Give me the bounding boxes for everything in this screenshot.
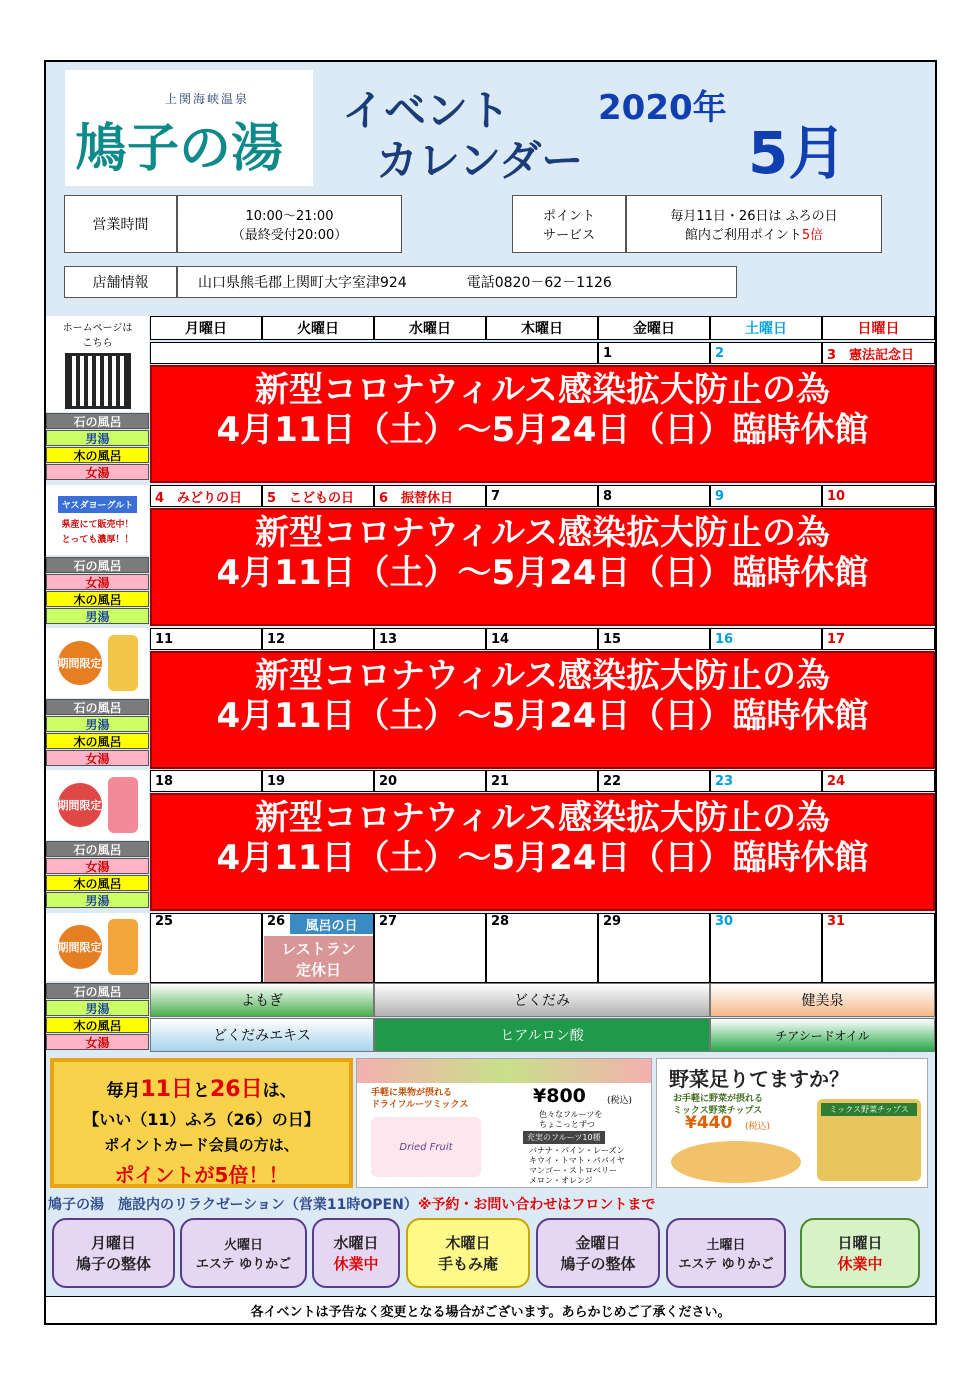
bath-stone: 石の風呂 xyxy=(46,557,149,573)
fruit-desc-2: ちょこっとずつ xyxy=(539,1120,595,1129)
closure-line-1: 新型コロナウィルス感染拡大防止の為 xyxy=(255,370,830,410)
bath-wood: 木の風呂 xyxy=(46,733,149,749)
yasuda-brand: ヤスダヨーグルト xyxy=(58,496,138,513)
day-16: 16 xyxy=(710,628,822,650)
fruit-title-1: 手軽に果物が摂れる xyxy=(371,1088,453,1098)
fruit-list-1: バナナ・パイン・レーズン xyxy=(529,1146,625,1155)
limited-badge: 期間限定 xyxy=(58,641,102,685)
bath-women: 女湯 xyxy=(46,858,149,874)
bath-women: 女湯 xyxy=(46,1034,149,1050)
relax-thu xyxy=(406,1218,530,1288)
relax-header xyxy=(48,1194,934,1214)
bath-stone: 石の風呂 xyxy=(46,983,149,999)
day-22: 22 xyxy=(598,770,710,792)
day-21: 21 xyxy=(486,770,598,792)
closure-line-1: 新型コロナウィルス感染拡大防止の為 xyxy=(255,513,830,553)
relax-header-note: ※予約・お問い合わせはフロントまで xyxy=(417,1197,656,1213)
furo-ad-11th: 11日 xyxy=(140,1077,193,1102)
relax-fri-name: 鳩子の整体 xyxy=(560,1255,636,1273)
points-label-1: ポイント xyxy=(542,209,595,224)
veg-sub-2: ミックス野菜チップス xyxy=(673,1106,763,1116)
yogurt-bottle-icon xyxy=(108,635,138,691)
closure-banner xyxy=(150,651,935,769)
veg-sub-1: お手軽に野菜が摂れる xyxy=(673,1094,764,1104)
bath-wood: 木の風呂 xyxy=(46,875,149,891)
fruit-badge: 充実のフルーツ10種 xyxy=(523,1131,605,1144)
yasuda-text-2: とっても濃厚！！ xyxy=(61,534,134,545)
relax-tue-name: エステ ゆりかご xyxy=(195,1257,292,1272)
hours-label: 営業時間 xyxy=(64,195,177,253)
day-cell-blank xyxy=(150,342,598,364)
day-12: 12 xyxy=(262,628,374,650)
points-value xyxy=(626,195,882,253)
hours-last-entry: （最終受付20:00） xyxy=(231,228,348,243)
bath-stone: 石の風呂 xyxy=(46,413,149,429)
store-info xyxy=(177,266,737,298)
day-24: 24 xyxy=(822,770,935,792)
veg-package-label: ミックス野菜チップス xyxy=(821,1103,917,1116)
relax-header-main: 鳩子の湯 施設内のリラクゼーション（営業11時OPEN） xyxy=(48,1197,418,1213)
furo-ad-line4: ポイントが5倍！！ xyxy=(114,1163,289,1187)
fruit-title-2: ドライフルーツミックス xyxy=(371,1100,469,1110)
title-year: 2020年 xyxy=(598,88,727,128)
day-25: 25 xyxy=(150,913,262,983)
closure-line-2: 4月11日（土）～5月24日（日）臨時休館 xyxy=(216,410,869,450)
day-7: 7 xyxy=(486,485,598,507)
points-label-2: サービス xyxy=(542,228,595,243)
bath-women: 女湯 xyxy=(46,464,149,480)
bath-stone: 石の風呂 xyxy=(46,699,149,715)
day-20: 20 xyxy=(374,770,486,792)
day-23: 23 xyxy=(710,770,822,792)
restaurant-closed xyxy=(264,936,373,982)
day-19: 19 xyxy=(262,770,374,792)
relax-sat xyxy=(666,1218,786,1288)
limited-promo xyxy=(46,628,149,698)
day-6: 6 振替休日 xyxy=(374,485,486,507)
furo-ad-26th: 26日 xyxy=(210,1077,263,1102)
day-3: 3 憲法記念日 xyxy=(822,342,935,364)
relax-sat-day: 土曜日 xyxy=(706,1238,746,1253)
bath-women: 女湯 xyxy=(46,574,149,590)
closure-line-1: 新型コロナウィルス感染拡大防止の為 xyxy=(255,798,830,838)
fruit-tax: (税込) xyxy=(607,1096,633,1106)
day-1: 1 xyxy=(598,342,710,364)
bath-wood: 木の風呂 xyxy=(46,591,149,607)
day-9: 9 xyxy=(710,485,822,507)
fruit-price: ¥800 xyxy=(533,1085,586,1107)
veggie-chips-ad xyxy=(656,1058,928,1188)
title-line1: イベント xyxy=(342,86,511,135)
relax-fri-day: 金曜日 xyxy=(575,1234,621,1252)
day-18: 18 xyxy=(150,770,262,792)
veg-plate-icon xyxy=(671,1141,801,1183)
furo-ad-wa: は、 xyxy=(262,1081,297,1101)
relax-fri xyxy=(536,1218,660,1288)
restaurant-closed-2: 定休日 xyxy=(295,961,341,979)
points-multiplier: 5倍 xyxy=(801,228,824,243)
logo xyxy=(65,70,313,186)
yasuda-text-1: 県産にて販売中！ xyxy=(61,519,134,530)
fruit-desc-1: 色々なフルーツを xyxy=(539,1110,603,1119)
veg-tax: (税込) xyxy=(745,1122,771,1132)
logo-title: 鳩子の湯 xyxy=(75,118,284,179)
furo-ad-line3: ポイントカード会員の方は、 xyxy=(104,1136,299,1154)
bath-wood: 木の風呂 xyxy=(46,1017,149,1033)
day-8: 8 xyxy=(598,485,710,507)
day-10: 10 xyxy=(822,485,935,507)
veg-price: ¥440 xyxy=(685,1113,733,1133)
day-27: 27 xyxy=(374,913,486,983)
veg-package-icon xyxy=(817,1099,921,1181)
bath-men: 男湯 xyxy=(46,716,149,732)
yasuda-promo xyxy=(46,485,149,555)
bath-men: 男湯 xyxy=(46,892,149,908)
store-address: 山口県熊毛郡上関町大字室津924 xyxy=(198,275,407,291)
logo-subtitle: 上関海峡温泉 xyxy=(165,92,250,106)
gen-kenbisen: 健美泉 xyxy=(710,983,935,1017)
title-month: 5月 xyxy=(748,119,847,187)
weekday-sat: 土曜日 xyxy=(710,316,822,340)
day-11: 11 xyxy=(150,628,262,650)
fruit-package: Dried Fruit xyxy=(371,1117,481,1177)
day-31: 31 xyxy=(822,913,935,983)
bath-men: 男湯 xyxy=(46,1000,149,1016)
homepage-text-1: ホームページは xyxy=(62,323,133,334)
relax-mon-day: 月曜日 xyxy=(90,1234,136,1252)
store-phone: 電話0820－62－1126 xyxy=(466,275,612,291)
relax-wed xyxy=(312,1218,400,1288)
bath-wood: 木の風呂 xyxy=(46,447,149,463)
closure-banner xyxy=(150,365,935,483)
closure-line-2: 4月11日（土）～5月24日（日）臨時休館 xyxy=(216,838,869,878)
gen-dokudami-extract: どくだみエキス xyxy=(150,1018,374,1052)
furo-ad-and: と xyxy=(193,1081,210,1101)
bath-women: 女湯 xyxy=(46,750,149,766)
closure-line-1: 新型コロナウィルス感染拡大防止の為 xyxy=(255,656,830,696)
store-label: 店舗情報 xyxy=(64,266,177,298)
hours-value xyxy=(177,195,402,253)
bath-day-tag: 風呂の日 xyxy=(290,914,373,934)
day-30: 30 xyxy=(710,913,822,983)
furo-ad-monthly: 毎月 xyxy=(106,1081,141,1101)
day-15: 15 xyxy=(598,628,710,650)
homepage-text-2: こちら xyxy=(82,338,113,349)
furo-ad-line1 xyxy=(54,1072,349,1103)
fruit-list-3: マンゴー・ストロベリー xyxy=(529,1166,617,1175)
weekday-sun: 日曜日 xyxy=(822,316,935,340)
day-28: 28 xyxy=(486,913,598,983)
points-value-2-text: 館内ご利用ポイント xyxy=(684,228,802,243)
relax-wed-day: 水曜日 xyxy=(333,1234,379,1252)
limited-promo xyxy=(46,913,149,981)
limited-promo xyxy=(46,770,149,840)
limited-badge: 期間限定 xyxy=(58,925,102,969)
veg-title: 野菜足りてますか？ xyxy=(669,1067,849,1091)
bath-stone: 石の風呂 xyxy=(46,841,149,857)
yogurt-bottle-icon xyxy=(108,919,138,975)
relax-mon xyxy=(52,1218,175,1288)
relax-thu-day: 木曜日 xyxy=(445,1234,491,1252)
limited-badge: 期間限定 xyxy=(58,783,102,827)
day-2: 2 xyxy=(710,342,822,364)
relax-sun-name: 休業中 xyxy=(837,1255,883,1273)
day-4: 4 みどりの日 xyxy=(150,485,262,507)
fruit-list-4: メロン・オレンジ xyxy=(529,1176,593,1185)
closure-line-2: 4月11日（土）～5月24日（日）臨時休館 xyxy=(216,696,869,736)
points-value-1: 毎月11日・26日は ふろの日 xyxy=(670,209,838,224)
hours-time: 10:00〜21:00 xyxy=(245,209,334,224)
relax-tue-day: 火曜日 xyxy=(223,1238,263,1253)
closure-banner xyxy=(150,793,935,911)
relax-thu-name: 手もみ庵 xyxy=(437,1255,498,1273)
weekday-tue: 火曜日 xyxy=(262,316,374,340)
day-13: 13 xyxy=(374,628,486,650)
day-29: 29 xyxy=(598,913,710,983)
dried-fruit-ad xyxy=(356,1058,652,1188)
relax-wed-name: 休業中 xyxy=(333,1255,379,1273)
homepage-box xyxy=(46,316,149,412)
restaurant-closed-1: レストラン xyxy=(281,940,356,958)
closure-line-2: 4月11日（土）～5月24日（日）臨時休館 xyxy=(216,553,869,593)
closure-banner xyxy=(150,508,935,626)
day-17: 17 xyxy=(822,628,935,650)
day-5: 5 こどもの日 xyxy=(262,485,374,507)
points-label xyxy=(512,195,626,253)
day-26: 26 xyxy=(267,914,286,929)
gen-chia-seed: チアシードオイル xyxy=(710,1018,935,1052)
qr-code[interactable] xyxy=(65,353,131,409)
relax-mon-name: 鳩子の整体 xyxy=(75,1255,151,1273)
weekday-fri: 金曜日 xyxy=(598,316,710,340)
relax-sun-day: 日曜日 xyxy=(837,1234,883,1252)
day-14: 14 xyxy=(486,628,598,650)
gen-yomogi: よもぎ xyxy=(150,983,374,1017)
title-line2: カレンダー xyxy=(376,136,584,185)
gen-hyaluronic: ヒアルロン酸 xyxy=(374,1018,710,1052)
bath-men: 男湯 xyxy=(46,608,149,624)
relax-tue xyxy=(180,1218,307,1288)
furo-day-ad xyxy=(50,1058,353,1188)
weekday-thu: 木曜日 xyxy=(486,316,598,340)
weekday-mon: 月曜日 xyxy=(150,316,262,340)
weekday-wed: 水曜日 xyxy=(374,316,486,340)
furo-ad-line2: 【いい（11）ふろ（26）の日】 xyxy=(83,1110,320,1129)
footer-note: 各イベントは予告なく変更となる場合がございます。あらかじめご了承ください。 xyxy=(46,1296,935,1323)
points-value-2 xyxy=(685,224,823,243)
yogurt-bottle-icon xyxy=(108,777,138,833)
relax-sun xyxy=(800,1218,920,1288)
bath-men: 男湯 xyxy=(46,430,149,446)
fruit-list-2: キウイ・トマト・パパイヤ xyxy=(529,1156,625,1165)
gen-dokudami: どくだみ xyxy=(374,983,710,1017)
relax-sat-name: エステ ゆりかご xyxy=(678,1257,774,1272)
fruit-banner xyxy=(357,1059,652,1083)
